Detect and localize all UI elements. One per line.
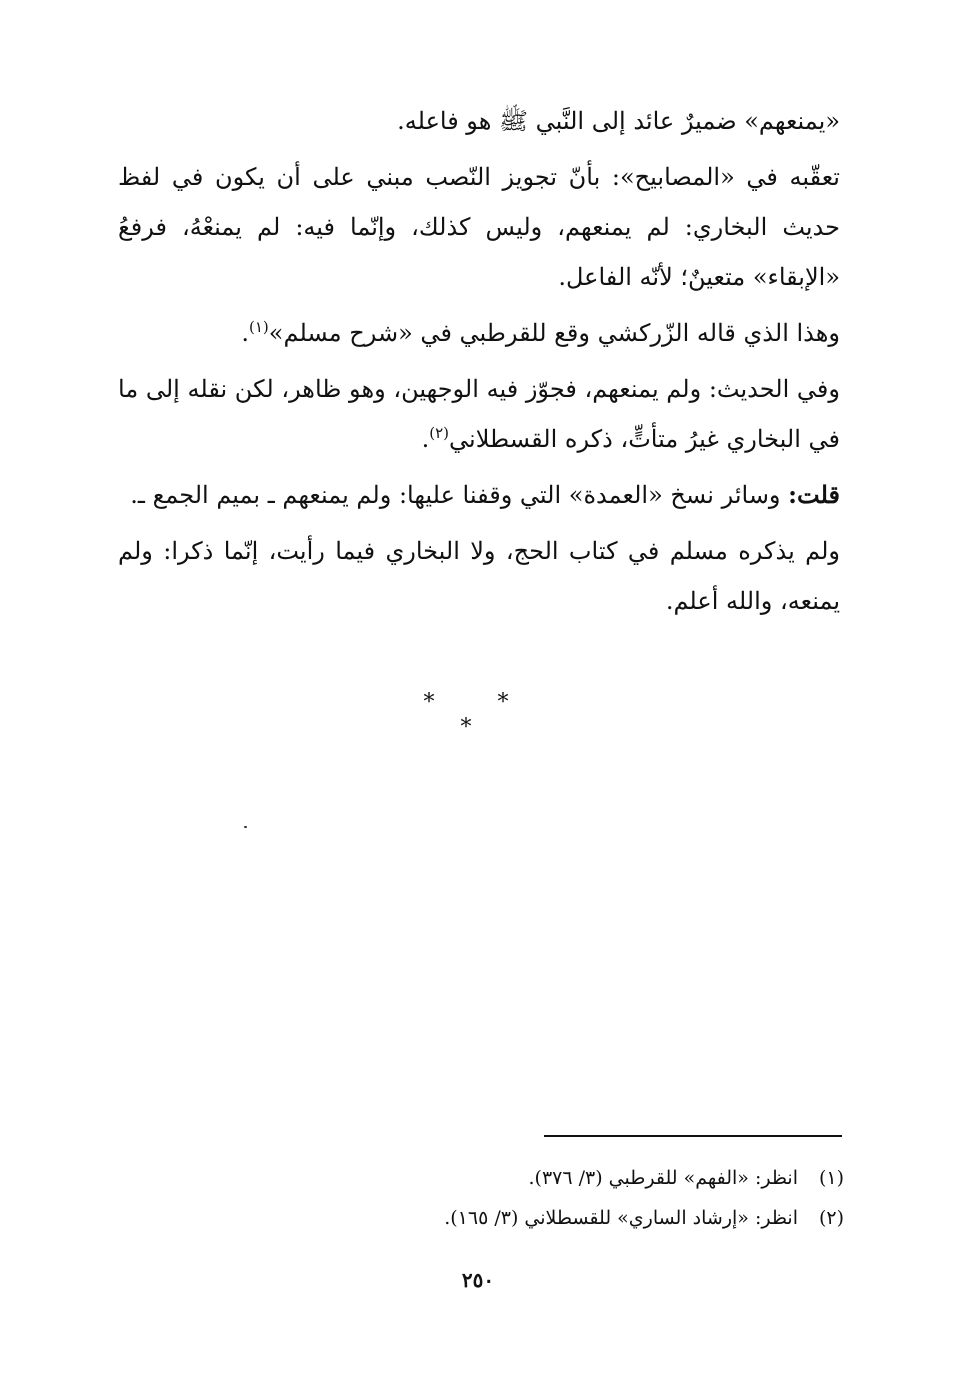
paragraph-tail: . bbox=[241, 319, 249, 347]
paragraph-tail: . bbox=[421, 425, 430, 453]
footnote-separator-line bbox=[544, 1135, 842, 1137]
main-text bbox=[118, 96, 840, 632]
footnotes bbox=[300, 1158, 844, 1238]
paragraph-text: وسائر نسخ «العمدة» التي وقفنا عليها: ولم يمنعهم ـ بميم الجمع ـ. bbox=[130, 481, 789, 509]
footnote-text: انظر: «إرشاد الساري» للقسطلاني (٣/ ١٦٥). bbox=[444, 1207, 798, 1229]
print-speck bbox=[244, 826, 247, 828]
footnote-2 bbox=[300, 1198, 844, 1238]
paragraph-text: ولم يذكره مسلم في كتاب الحج، ولا البخاري فيما رأيت، إنّما ذكرا: ولم يمنعه، والله أعلم. bbox=[118, 537, 840, 615]
paragraph-6 bbox=[118, 526, 840, 626]
page-number: ٢٥٠ bbox=[461, 1268, 495, 1292]
paragraph-text: تعقّبه في «المصابيح»: بأنّ تجويز النّصب مبني على أن يكون في لفظ حديث البخاري: لم يمنعهم، وليس كذلك، وإنّما فيه: لم يمنعْهُ، فرفعُ «الإبقاء» متعينٌ؛ لأنّه الفاعل. bbox=[118, 163, 840, 291]
paragraph-3 bbox=[118, 308, 840, 358]
paragraph-4 bbox=[118, 364, 840, 464]
paragraph-5 bbox=[118, 470, 840, 520]
paragraph-text: وفي الحديث: ولم يمنعهم، فجوّز فيه الوجهين، وهو ظاهر، لكن نقله إلى ما في البخاري غيرُ متأتٍّ، ذكره القسطلاني bbox=[118, 375, 840, 453]
footnote-number: (١) bbox=[818, 1167, 844, 1189]
footnote-text: انظر: «الفهم» للقرطبي (٣/ ٣٧٦). bbox=[528, 1167, 798, 1189]
footnote-1 bbox=[300, 1158, 844, 1198]
footnote-reference-1[interactable]: (١) bbox=[249, 318, 269, 336]
paragraph-1 bbox=[118, 96, 840, 146]
section-divider-ornament: * * * bbox=[423, 690, 537, 740]
paragraph-lead-word: قلت: bbox=[788, 480, 840, 509]
paragraph-text: «يمنعهم» ضميرٌ عائد إلى النَّبي ﷺ هو فاعله. bbox=[397, 107, 840, 135]
footnote-reference-2[interactable]: (٢) bbox=[429, 424, 450, 442]
paragraph-2 bbox=[118, 152, 840, 302]
paragraph-text: وهذا الذي قاله الزّركشي وقع للقرطبي في «شرح مسلم» bbox=[268, 319, 840, 347]
footnote-number: (٢) bbox=[818, 1207, 844, 1229]
